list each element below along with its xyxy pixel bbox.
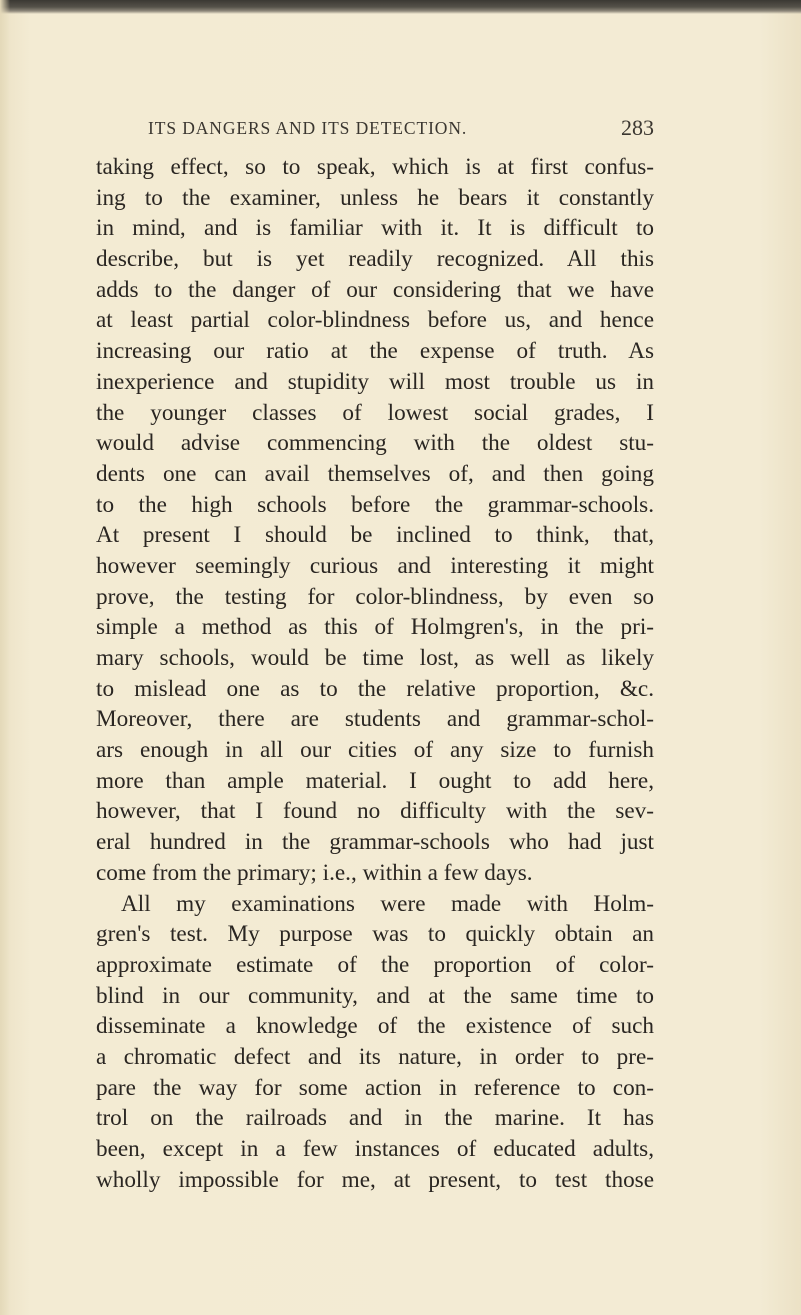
text-line: ars enough in all our cities of any size to furnish: [96, 737, 654, 764]
paragraph-first-line: All my examinations were made with Holm-: [121, 890, 654, 917]
body-text: [96, 152, 654, 1195]
text-line: At present I should be inclined to think, that,: [96, 522, 654, 549]
text-line: to the high schools before the grammar-schools.: [96, 491, 654, 518]
page-gutter-shadow: [0, 0, 10, 1315]
text-line: wholly impossible for me, at present, to test those: [96, 1166, 654, 1193]
text-line: mary schools, would be time lost, as well as likely: [96, 645, 654, 671]
text-line: at least partial color-blindness before us, and hence: [96, 307, 654, 334]
text-line: been, except in a few instances of educated adults,: [96, 1136, 654, 1162]
text-line: dents one can avail themselves of, and then going: [96, 460, 654, 487]
text-line: pare the way for some action in reference to con-: [96, 1074, 654, 1101]
text-line: a chromatic defect and its nature, in order to pre-: [96, 1043, 654, 1070]
text-line: Moreover, there are students and grammar-schol-: [96, 706, 654, 733]
page-top-edge: [0, 0, 801, 14]
page-number: 283: [621, 115, 654, 140]
text-line: disseminate a knowledge of the existence of such: [96, 1013, 654, 1040]
text-line: the younger classes of lowest social grades, I: [96, 399, 654, 426]
text-line: adds to the danger of our considering that we have: [96, 276, 654, 303]
text-line: trol on the railroads and in the marine. It has: [96, 1105, 654, 1132]
text-line: approximate estimate of the proportion of color-: [96, 951, 654, 978]
text-line: however, that I found no difficulty with the sev-: [96, 798, 654, 825]
text-line: however seemingly curious and interesting it might: [96, 552, 654, 579]
text-line: blind in our community, and at the same time to: [96, 982, 654, 1009]
text-line: ing to the examiner, unless he bears it constantly: [96, 184, 654, 211]
text-line: describe, but is yet readily recognized. All this: [96, 246, 654, 273]
running-title: ITS DANGERS AND ITS DETECTION.: [148, 118, 468, 138]
text-line: to mislead one as to the relative proportion, &c.: [96, 675, 654, 702]
text-line: inexperience and stupidity will most trouble us in: [96, 368, 654, 395]
text-line: gren's test. My purpose was to quickly obtain an: [96, 921, 654, 948]
running-head: [148, 115, 654, 144]
text-line: increasing our ratio at the expense of truth. As: [96, 338, 654, 365]
text-line: simple a method as this of Holmgren's, in the pri-: [96, 614, 654, 641]
text-line: prove, the testing for color-blindness, by even so: [96, 583, 654, 610]
text-line: eral hundred in the grammar-schools who had just: [96, 829, 654, 856]
text-line: taking effect, so to speak, which is at first confus-: [96, 154, 654, 180]
text-line: in mind, and is familiar with it. It is difficult to: [96, 215, 654, 242]
text-line: more than ample material. I ought to add here,: [96, 767, 654, 794]
paragraph-end-line: come from the primary; i.e., within a few days.: [96, 859, 533, 886]
text-line: would advise commencing with the oldest stu-: [96, 430, 654, 457]
